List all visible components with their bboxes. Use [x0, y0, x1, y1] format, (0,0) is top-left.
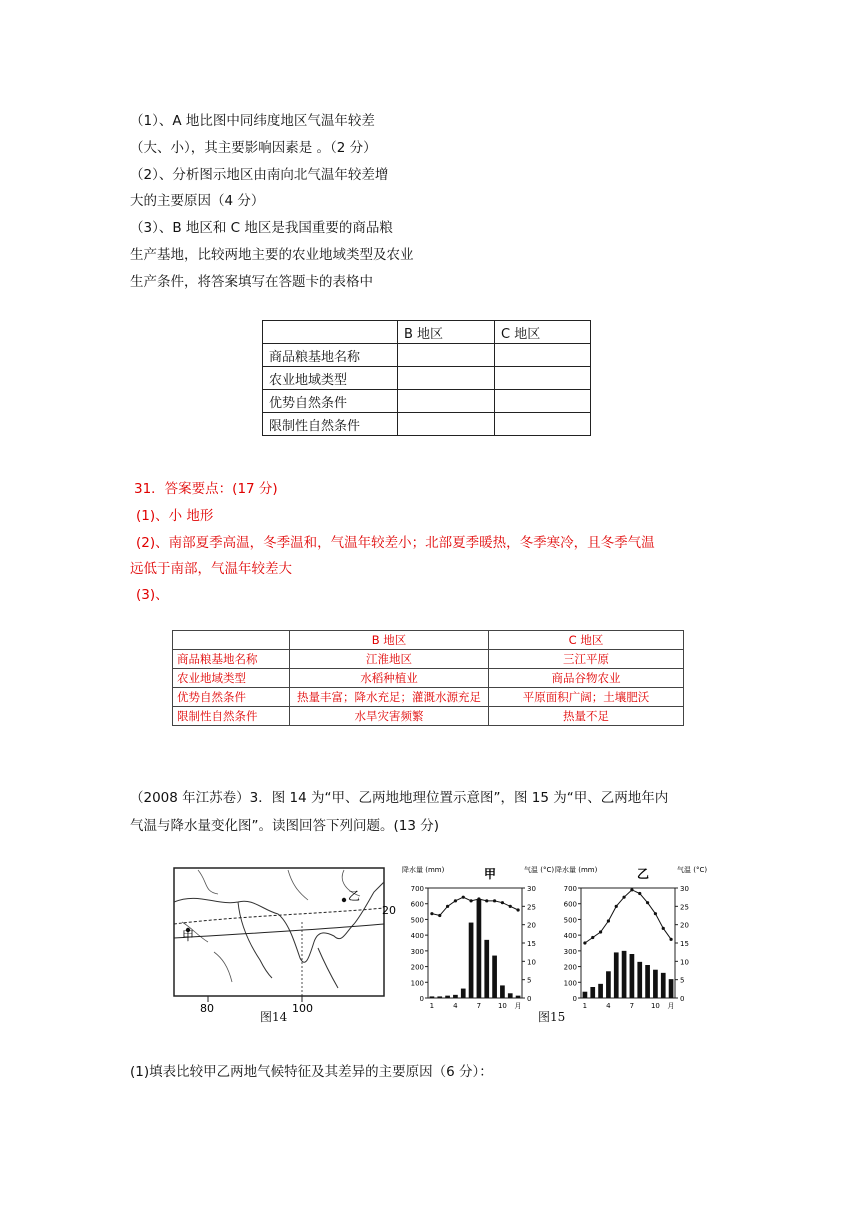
precip-bar	[469, 923, 474, 998]
precip-bar	[430, 996, 435, 998]
table-cell: B 地区	[290, 631, 489, 650]
y-tick-label-precip: 400	[563, 932, 577, 941]
x-tick-label: 月	[514, 1002, 522, 1010]
temp-point	[607, 919, 610, 922]
question-line: （大、小），其主要影响因素是 。（2 分）	[130, 140, 377, 156]
y-tick-label-precip: 500	[410, 916, 424, 925]
question-line: 生产基地，比较两地主要的农业地域类型及农业	[130, 247, 414, 263]
y-axis-label-temp: 气温 (°C)	[524, 866, 555, 874]
y-tick-label-temp: 10	[680, 958, 689, 967]
question-2008-line1: （2008 年江苏卷）3．图 14 为“甲、乙两地地理位置示意图”，图 15 为“甲、乙两地年内	[130, 790, 669, 806]
y-tick-label-temp: 30	[680, 885, 689, 893]
table-cell	[398, 367, 495, 390]
table-row	[173, 650, 684, 669]
precip-bar	[477, 899, 482, 998]
figure-15-caption: 图15	[538, 1010, 566, 1024]
precip-bar	[590, 987, 595, 998]
table-cell: 农业地域类型	[173, 669, 290, 688]
precip-bar	[445, 996, 450, 998]
answer-table	[172, 630, 684, 726]
precip-bar	[453, 995, 458, 998]
table-cell	[495, 344, 591, 367]
table-cell: 商品粮基地名称	[173, 650, 290, 669]
table-cell: 优势自然条件	[173, 688, 290, 707]
y-tick-label-precip: 300	[410, 947, 424, 956]
temp-point	[516, 908, 519, 911]
map-label-jia: 甲	[182, 929, 195, 943]
table-cell: 平原面积广阔；土壤肥沃	[489, 688, 684, 707]
y-tick-label-temp: 20	[680, 921, 689, 930]
y-axis-label-temp: 气温 (°C)	[677, 866, 708, 874]
x-tick-label: 1	[429, 1002, 435, 1010]
y-tick-label-temp: 25	[680, 903, 689, 912]
y-tick-label-precip: 700	[410, 885, 424, 893]
temp-point	[485, 899, 488, 902]
table-cell	[495, 390, 591, 413]
x-tick-label: 4	[453, 1002, 458, 1010]
map-lon-label: 100	[292, 1002, 313, 1015]
answer-2-cont: 远低于南部，气温年较差大	[130, 561, 292, 577]
precip-bar	[583, 992, 588, 998]
table-cell: 热量不足	[489, 707, 684, 726]
temp-point	[662, 927, 665, 930]
table-cell: 商品谷物农业	[489, 669, 684, 688]
table-cell: 优势自然条件	[263, 390, 398, 413]
question-line: （2）、分析图示地区由南向北气温年较差增	[130, 167, 389, 183]
answer-sheet-table	[262, 320, 591, 436]
question-final: (1)填表比较甲乙两地气候特征及其差异的主要原因（6 分）：	[130, 1064, 493, 1080]
y-tick-label-temp: 15	[680, 940, 689, 948]
table-cell	[398, 413, 495, 436]
table-cell	[495, 413, 591, 436]
precip-bar	[484, 940, 489, 998]
table-row	[173, 669, 684, 688]
temp-point	[493, 899, 496, 902]
y-tick-label-precip: 500	[563, 916, 577, 925]
table-cell: 农业地域类型	[263, 367, 398, 390]
temp-point	[622, 896, 625, 899]
table-cell	[495, 367, 591, 390]
temp-point	[583, 941, 586, 944]
table-cell: 水稻种植业	[290, 669, 489, 688]
x-tick-label: 7	[476, 1002, 482, 1010]
temp-point	[501, 901, 504, 904]
temp-point	[646, 901, 649, 904]
answer-3: (3)、	[136, 587, 169, 603]
table-row	[173, 631, 684, 650]
precip-bar	[622, 951, 627, 998]
y-tick-label-temp: 5	[680, 976, 685, 985]
temp-point	[654, 912, 657, 915]
question-line: 生产条件，将答案填写在答题卡的表格中	[130, 274, 373, 290]
x-tick-label: 1	[582, 1002, 588, 1010]
question-line: 大的主要原因（4 分）	[130, 193, 265, 209]
y-tick-label-precip: 100	[563, 979, 577, 988]
y-tick-label-precip: 300	[563, 947, 577, 956]
table-cell: C 地区	[495, 321, 591, 344]
x-tick-label: 4	[606, 1002, 611, 1010]
table-cell	[263, 321, 398, 344]
y-tick-label-temp: 25	[527, 903, 536, 912]
map-label-yi: 乙	[348, 889, 361, 903]
temp-point	[591, 936, 594, 939]
y-tick-label-precip: 0	[419, 995, 424, 1003]
y-tick-label-temp: 10	[527, 958, 536, 967]
table-row	[173, 707, 684, 726]
table-row	[263, 321, 591, 344]
y-tick-label-precip: 0	[572, 995, 577, 1003]
y-axis-label-precip: 降水量 (mm)	[402, 866, 445, 874]
precip-bar	[669, 979, 674, 998]
question-2008-line2: 气温与降水量变化图”。读图回答下列问题。(13 分)	[130, 818, 439, 834]
precip-bar	[653, 970, 658, 998]
precip-bar	[437, 996, 442, 998]
precip-bar	[516, 996, 521, 998]
map-lat-label: 20	[382, 904, 396, 917]
table-cell	[398, 390, 495, 413]
table-cell: 热量丰富；降水充足；灌溉水源充足	[290, 688, 489, 707]
table-cell: 三江平原	[489, 650, 684, 669]
temp-point	[615, 905, 618, 908]
chart-title: 甲	[484, 867, 497, 881]
temp-point	[630, 888, 633, 891]
table-cell	[398, 344, 495, 367]
temp-point	[477, 897, 480, 900]
temp-point	[438, 914, 441, 917]
y-tick-label-temp: 20	[527, 921, 536, 930]
answer-title: 31．答案要点：(17 分)	[134, 481, 278, 497]
x-tick-label: 10	[650, 1002, 660, 1010]
table-cell: B 地区	[398, 321, 495, 344]
table-cell: 商品粮基地名称	[263, 344, 398, 367]
y-tick-label-precip: 700	[563, 885, 577, 893]
temp-point	[454, 899, 457, 902]
temp-point	[509, 905, 512, 908]
y-tick-label-temp: 0	[680, 995, 685, 1003]
chart-title: 乙	[637, 867, 650, 881]
answer-2: (2)、南部夏季高温，冬季温和，气温年较差小；北部夏季暖热，冬季寒冷，且冬季气温	[136, 535, 655, 551]
y-tick-label-precip: 600	[410, 900, 424, 909]
temp-point	[638, 892, 641, 895]
table-cell	[173, 631, 290, 650]
y-tick-label-precip: 600	[563, 900, 577, 909]
y-tick-label-precip: 400	[410, 932, 424, 941]
y-tick-label-precip: 100	[410, 979, 424, 988]
y-tick-label-precip: 200	[410, 963, 424, 972]
temp-point	[446, 905, 449, 908]
plot-frame	[428, 888, 522, 998]
y-tick-label-precip: 200	[563, 963, 577, 972]
table-row	[263, 413, 591, 436]
y-tick-label-temp: 30	[527, 885, 536, 893]
table-cell: 江淮地区	[290, 650, 489, 669]
answer-1: (1)、小 地形	[136, 508, 214, 524]
y-tick-label-temp: 0	[527, 995, 532, 1003]
precip-bar	[500, 985, 505, 998]
table-cell: C 地区	[489, 631, 684, 650]
precip-bar	[508, 993, 513, 998]
temp-point	[599, 930, 602, 933]
temp-point	[669, 938, 672, 941]
climate-chart-yi	[553, 862, 708, 1022]
temp-point	[469, 899, 472, 902]
question-line: （1）、A 地比图中同纬度地区气温年较差	[130, 113, 375, 129]
precip-bar	[598, 984, 603, 998]
table-row	[263, 344, 591, 367]
temp-point	[430, 912, 433, 915]
table-cell: 水旱灾害频繁	[290, 707, 489, 726]
question-line: （3）、B 地区和 C 地区是我国重要的商品粮	[130, 220, 393, 236]
x-tick-label: 10	[497, 1002, 507, 1010]
figure-14-caption: 图14	[260, 1010, 288, 1024]
table-cell: 限制性自然条件	[263, 413, 398, 436]
table-row	[173, 688, 684, 707]
temp-line	[585, 890, 671, 943]
x-tick-label: 7	[629, 1002, 635, 1010]
precip-bar	[614, 952, 619, 998]
table-row	[263, 367, 591, 390]
y-tick-label-temp: 5	[527, 976, 532, 985]
precip-bar	[645, 965, 650, 998]
table-cell: 限制性自然条件	[173, 707, 290, 726]
y-axis-label-precip: 降水量 (mm)	[555, 866, 598, 874]
precip-bar	[606, 971, 611, 998]
precip-bar	[637, 962, 642, 998]
temp-point	[462, 896, 465, 899]
map-lon-label: 80	[200, 1002, 214, 1015]
y-tick-label-temp: 15	[527, 940, 536, 948]
precip-bar	[630, 954, 635, 998]
table-row	[263, 390, 591, 413]
precip-bar	[661, 973, 666, 998]
temp-line	[432, 897, 518, 915]
precip-bar	[492, 956, 497, 998]
precip-bar	[461, 989, 466, 998]
location-map	[168, 862, 398, 1022]
x-tick-label: 月	[667, 1002, 675, 1010]
